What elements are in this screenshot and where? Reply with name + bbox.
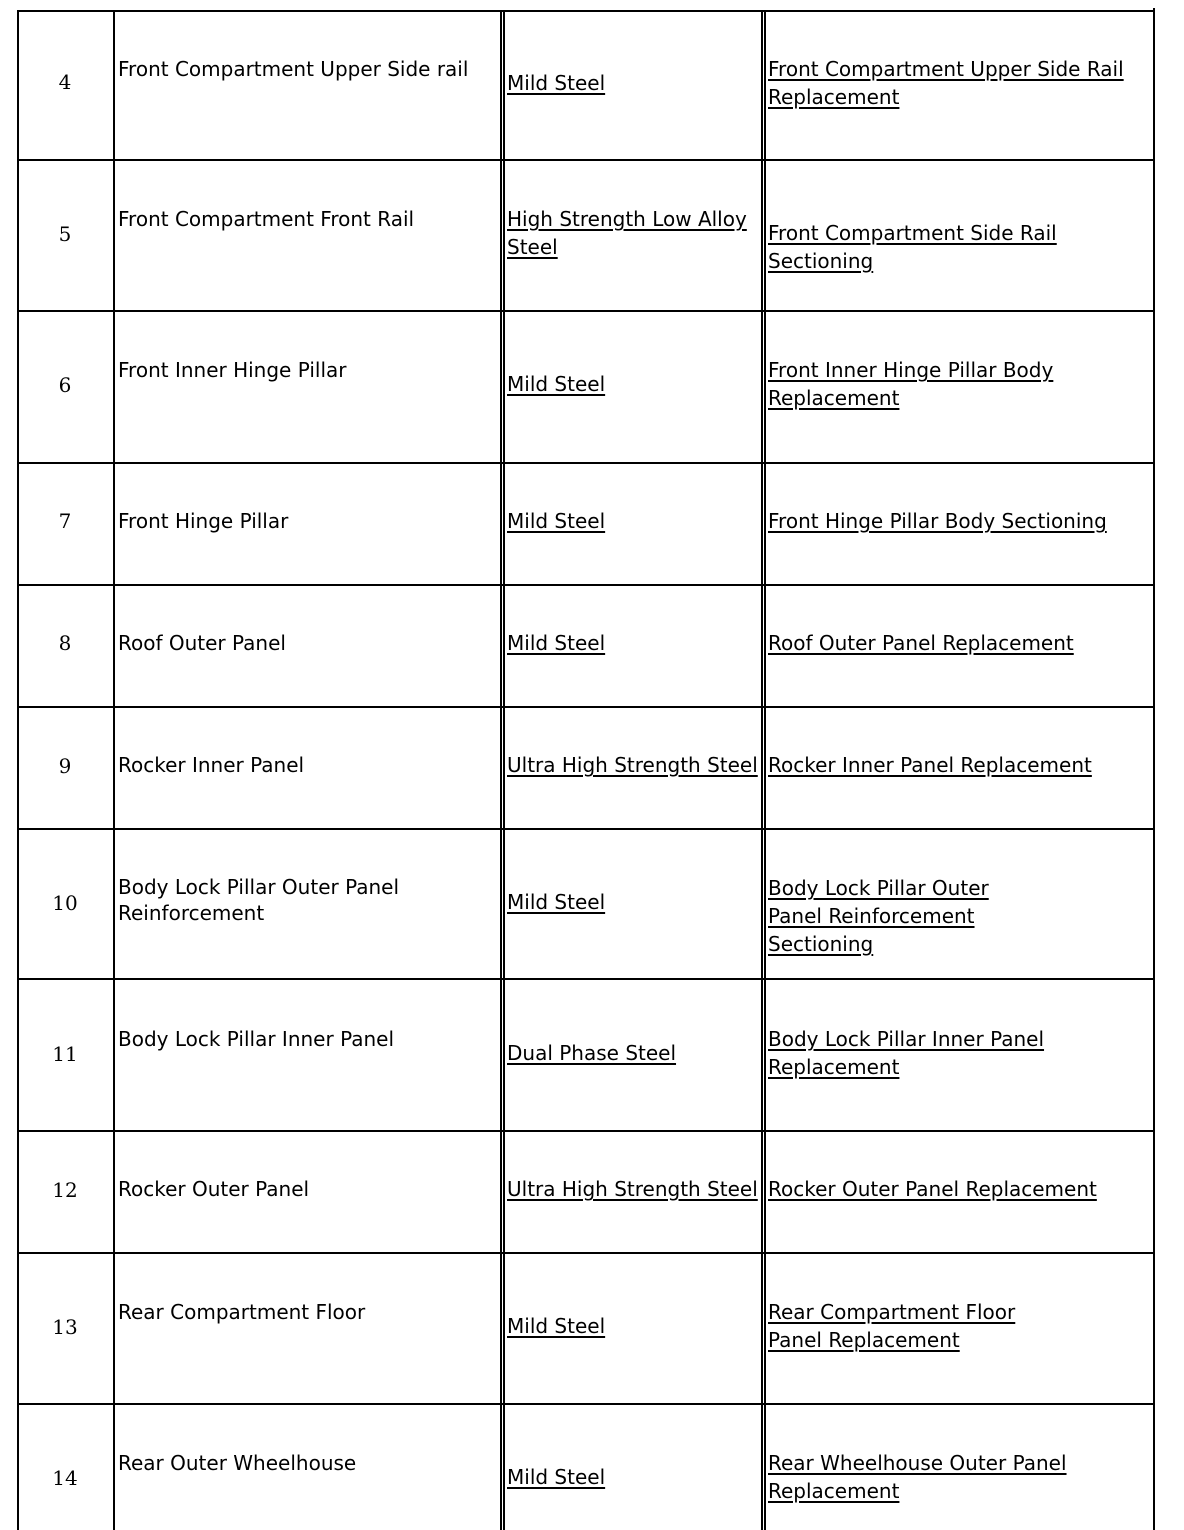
procedure-link[interactable]: Front Compartment Side Rail Sectioning — [768, 221, 1057, 273]
part-name: Rocker Outer Panel — [118, 1177, 310, 1201]
table-right-border — [1153, 8, 1155, 1530]
row-number: 5 — [58, 222, 72, 246]
part-name: Body Lock Pillar Inner Panel — [118, 1027, 395, 1051]
material-link[interactable]: Mild Steel — [507, 71, 606, 95]
part-name: Roof Outer Panel — [118, 631, 286, 655]
material-link[interactable]: High Strength Low Alloy Steel — [507, 207, 747, 259]
row-border — [17, 584, 1154, 586]
procedure-link[interactable]: Body Lock Pillar Inner Panel Replacement — [768, 1027, 1045, 1079]
material-link[interactable]: Ultra High Strength Steel — [507, 1177, 758, 1201]
row-border — [17, 1130, 1154, 1132]
column-divider — [503, 10, 505, 1530]
procedure-link[interactable]: Rear Compartment Floor Panel Replacement — [768, 1300, 1016, 1352]
column-divider — [17, 10, 19, 1530]
procedure-link[interactable]: Rocker Outer Panel Replacement — [768, 1177, 1097, 1201]
row-border — [17, 10, 1154, 12]
row-border — [17, 1252, 1154, 1254]
part-name: Rear Outer Wheelhouse — [118, 1451, 357, 1475]
column-divider — [500, 10, 502, 1530]
row-border — [17, 159, 1154, 161]
row-number: 10 — [52, 891, 78, 915]
column-divider — [761, 10, 763, 1530]
row-number: 12 — [52, 1178, 78, 1202]
procedure-link[interactable]: Front Hinge Pillar Body Sectioning — [768, 509, 1107, 533]
row-number: 8 — [58, 631, 72, 655]
row-number: 14 — [52, 1466, 78, 1490]
part-name: Rear Compartment Floor — [118, 1300, 366, 1324]
procedure-link[interactable]: Front Compartment Upper Side Rail Replacement — [768, 57, 1124, 109]
row-border — [17, 1403, 1154, 1405]
material-link[interactable]: Mild Steel — [507, 631, 606, 655]
procedure-link[interactable]: Roof Outer Panel Replacement — [768, 631, 1074, 655]
part-name: Front Compartment Front Rail — [118, 207, 415, 231]
material-link[interactable]: Mild Steel — [507, 372, 606, 396]
material-link[interactable]: Mild Steel — [507, 890, 606, 914]
material-link[interactable]: Mild Steel — [507, 1465, 606, 1489]
procedure-link[interactable]: Front Inner Hinge Pillar Body Replacement — [768, 358, 1054, 410]
material-link[interactable]: Mild Steel — [507, 1314, 606, 1338]
column-divider — [113, 10, 115, 1530]
row-number: 9 — [58, 754, 72, 778]
row-number: 4 — [58, 70, 72, 94]
procedure-link[interactable]: Rear Wheelhouse Outer Panel Replacement — [768, 1451, 1067, 1503]
row-border — [17, 828, 1154, 830]
part-name: Front Hinge Pillar — [118, 509, 289, 533]
row-number: 7 — [58, 509, 72, 533]
column-divider — [764, 10, 766, 1530]
row-border — [17, 462, 1154, 464]
row-border — [17, 706, 1154, 708]
material-link[interactable]: Ultra High Strength Steel — [507, 753, 758, 777]
material-link[interactable]: Dual Phase Steel — [507, 1041, 677, 1065]
material-link[interactable]: Mild Steel — [507, 509, 606, 533]
row-number: 13 — [52, 1315, 78, 1339]
row-number: 11 — [52, 1042, 78, 1066]
row-border — [17, 310, 1154, 312]
procedure-link[interactable]: Body Lock Pillar Outer Panel Reinforcement Sectioning — [768, 876, 989, 956]
part-name: Front Inner Hinge Pillar — [118, 358, 347, 382]
part-name: Rocker Inner Panel — [118, 753, 305, 777]
part-name: Front Compartment Upper Side rail — [118, 57, 469, 81]
row-border — [17, 978, 1154, 980]
procedure-link[interactable]: Rocker Inner Panel Replacement — [768, 753, 1092, 777]
part-name: Body Lock Pillar Outer Panel Reinforcement — [118, 875, 400, 925]
row-number: 6 — [58, 373, 72, 397]
